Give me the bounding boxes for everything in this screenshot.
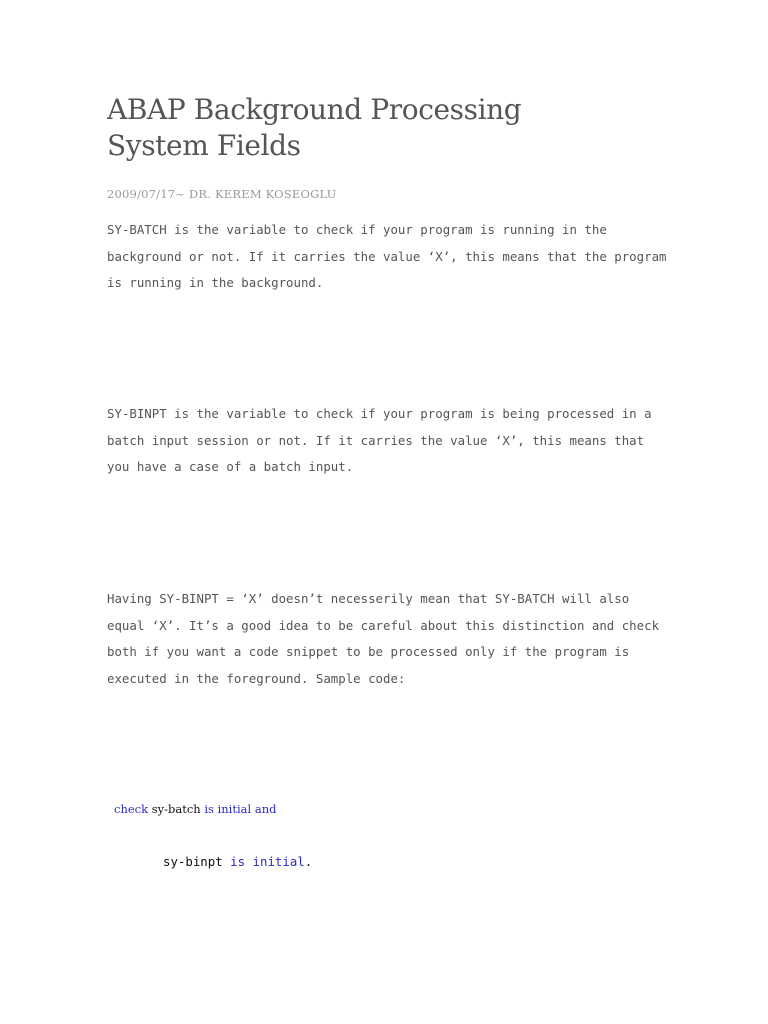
code-period: . — [304, 854, 313, 869]
paragraph-sy-batch: SY-BATCH is the variable to check if your program is running in the background or not. If it carries the value ‘X’, this means that the program is running in the background. — [107, 222, 667, 290]
code-variable-sy-binpt: sy-binpt — [163, 854, 223, 869]
article-title — [107, 92, 667, 164]
code-keyword-is-initial-and: is initial and — [204, 802, 277, 816]
paragraph-sy-binpt: SY-BINPT is the variable to check if your program is being processed in a batch input session or not. If it carries the value ‘X’, this means that you have a case of a batch input. — [107, 406, 652, 474]
post-date[interactable]: 2009/07/17 — [107, 187, 176, 201]
code-line-1 — [114, 801, 276, 817]
post-author[interactable]: DR. KEREM KOSEOGLU — [189, 187, 337, 201]
post-meta — [107, 186, 337, 202]
code-keyword-check: check — [114, 802, 149, 816]
title-line-2: System Fields — [107, 129, 301, 162]
code-keyword-is-initial: is initial — [230, 854, 305, 869]
code-line-2 — [163, 854, 312, 870]
meta-separator: ~ — [175, 187, 189, 201]
title-line-1: ABAP Background Processing — [107, 93, 522, 126]
paragraph-distinction: Having SY-BINPT = ‘X’ doesn’t necesserily mean that SY-BATCH will also equal ‘X’. It’s a good idea to be careful about this distinction and check both if you want a code snippet to be processed only if the program is executed in the foreground. Sample code: — [107, 591, 660, 686]
code-variable-sy-batch: sy-batch — [151, 802, 201, 816]
